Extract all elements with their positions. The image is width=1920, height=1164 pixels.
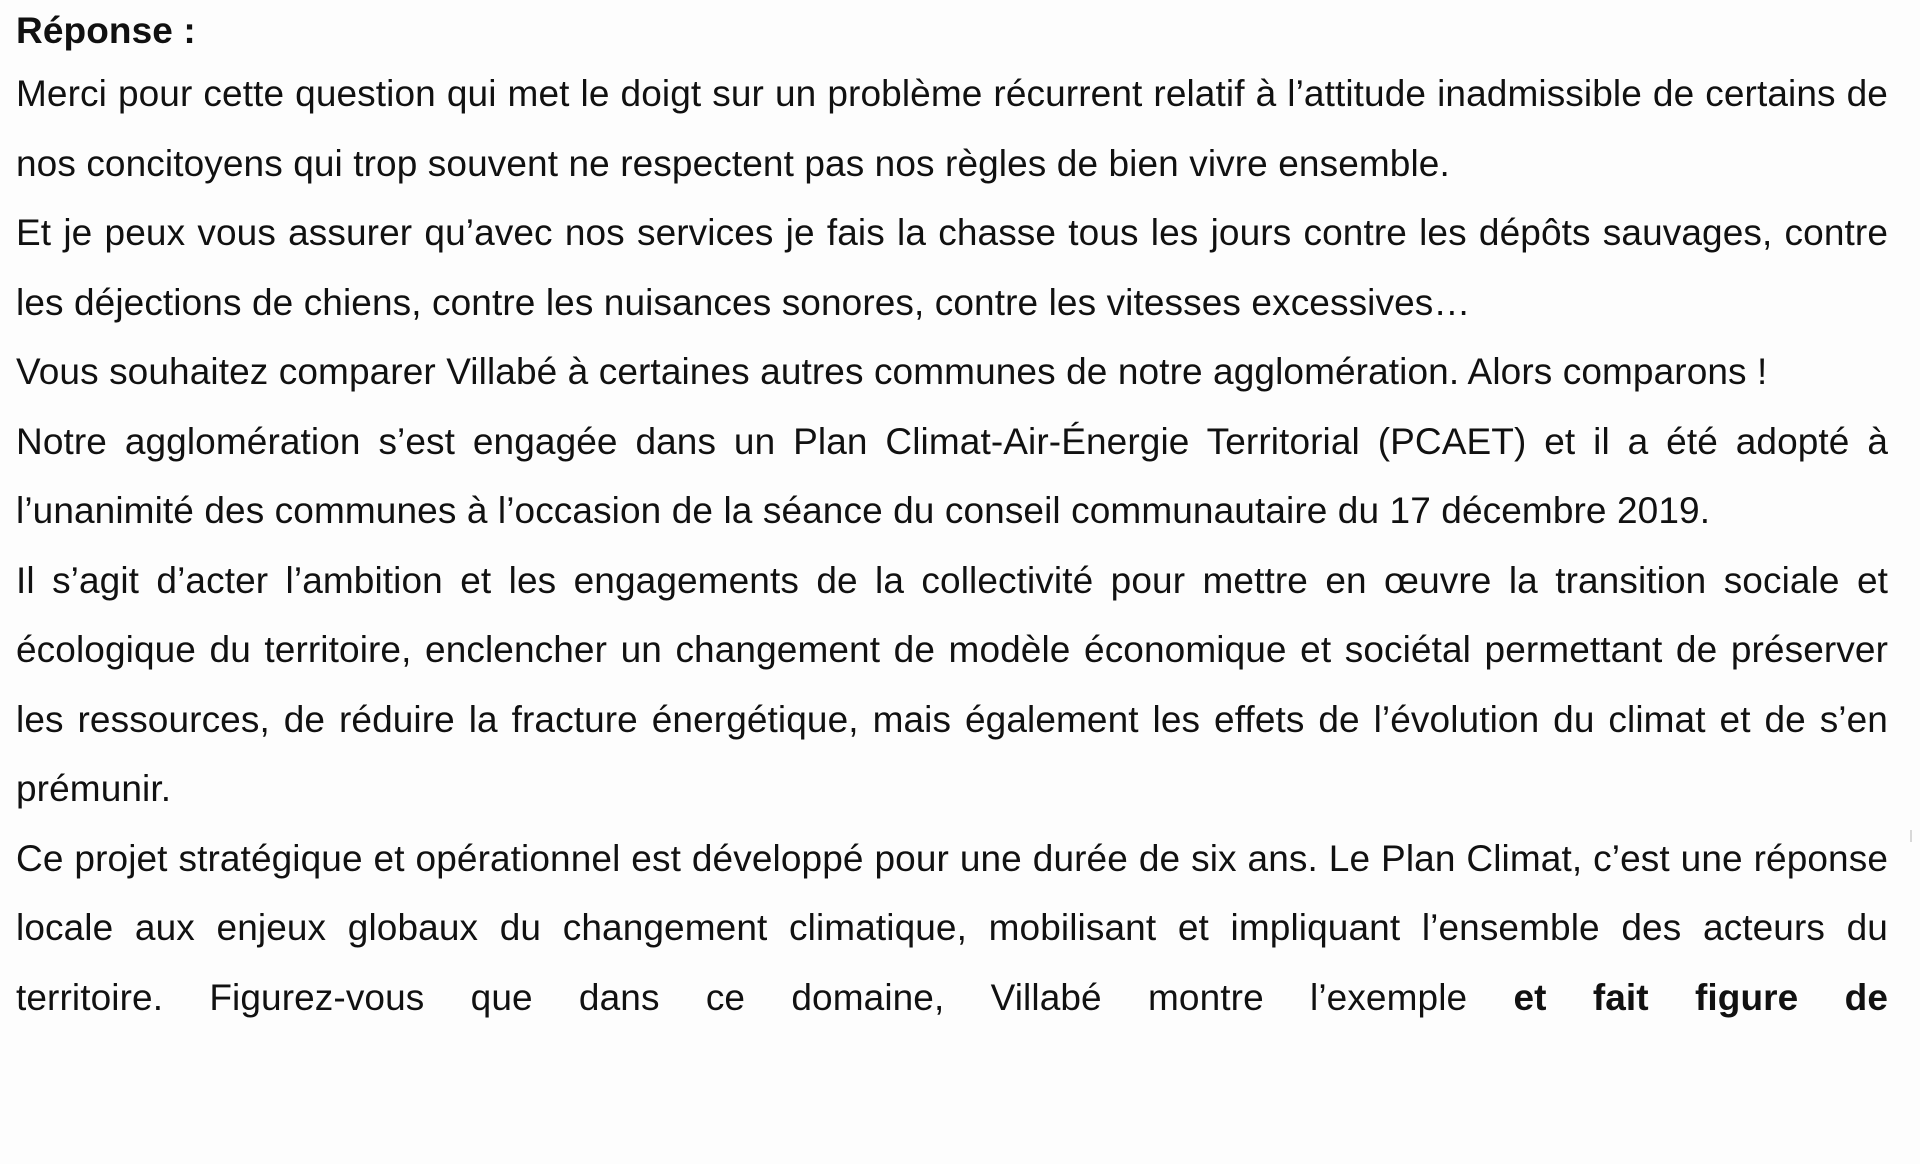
paragraph-ambition: Il s’agit d’acter l’ambition et les engagements de la collectivité pour mettre en œuvre la transition sociale et écologique du territoire, enclencher un changement de modèle économique et sociétal permettant de préserver les ressources, de réduire la fracture énergétique, mais également les effets de l’évolution du climat et de s’en prémunir.	[16, 559, 1888, 809]
paragraph-plan-climat	[16, 824, 1888, 1033]
paragraph-pcaet: Notre agglomération s’est engagée dans un Plan Climat-Air-Énergie Territorial (PCAET) et il a été adopté à l’unanimité des communes à l’occasion de la séance du conseil communautaire du 17 décembre 2019.	[16, 420, 1888, 531]
paragraph-question-thanks: Merci pour cette question qui met le doigt sur un problème récurrent relatif à l’attitude inadmissible de certains de nos concitoyens qui trop souvent ne respectent pas nos règles de bien vivre ensemble.	[16, 73, 1888, 184]
paragraph-plan-climat-bold: et fait figure de	[1513, 976, 1888, 1018]
scan-mark	[1910, 830, 1912, 842]
paragraph-comparison: Vous souhaitez comparer Villabé à certaines autres communes de notre agglomération. Alors comparons !	[16, 351, 1768, 392]
paragraph-plan-climat-text: Ce projet stratégique et opérationnel est développé pour une durée de six ans. Le Plan Climat, c’est une réponse locale aux enjeux globaux du changement climatique, mobilisant et impliquant l’ensemble des acteurs du territoire. Figurez-vous que dans ce domaine, Villabé montre l’exemple	[16, 837, 1888, 1018]
paragraph-services: Et je peux vous assurer qu’avec nos services je fais la chasse tous les jours contre les dépôts sauvages, contre les déjections de chiens, contre les nuisances sonores, contre les vitesses excessives…	[16, 212, 1888, 323]
response-heading: Réponse :	[16, 10, 196, 51]
document-body	[16, 2, 1888, 1032]
